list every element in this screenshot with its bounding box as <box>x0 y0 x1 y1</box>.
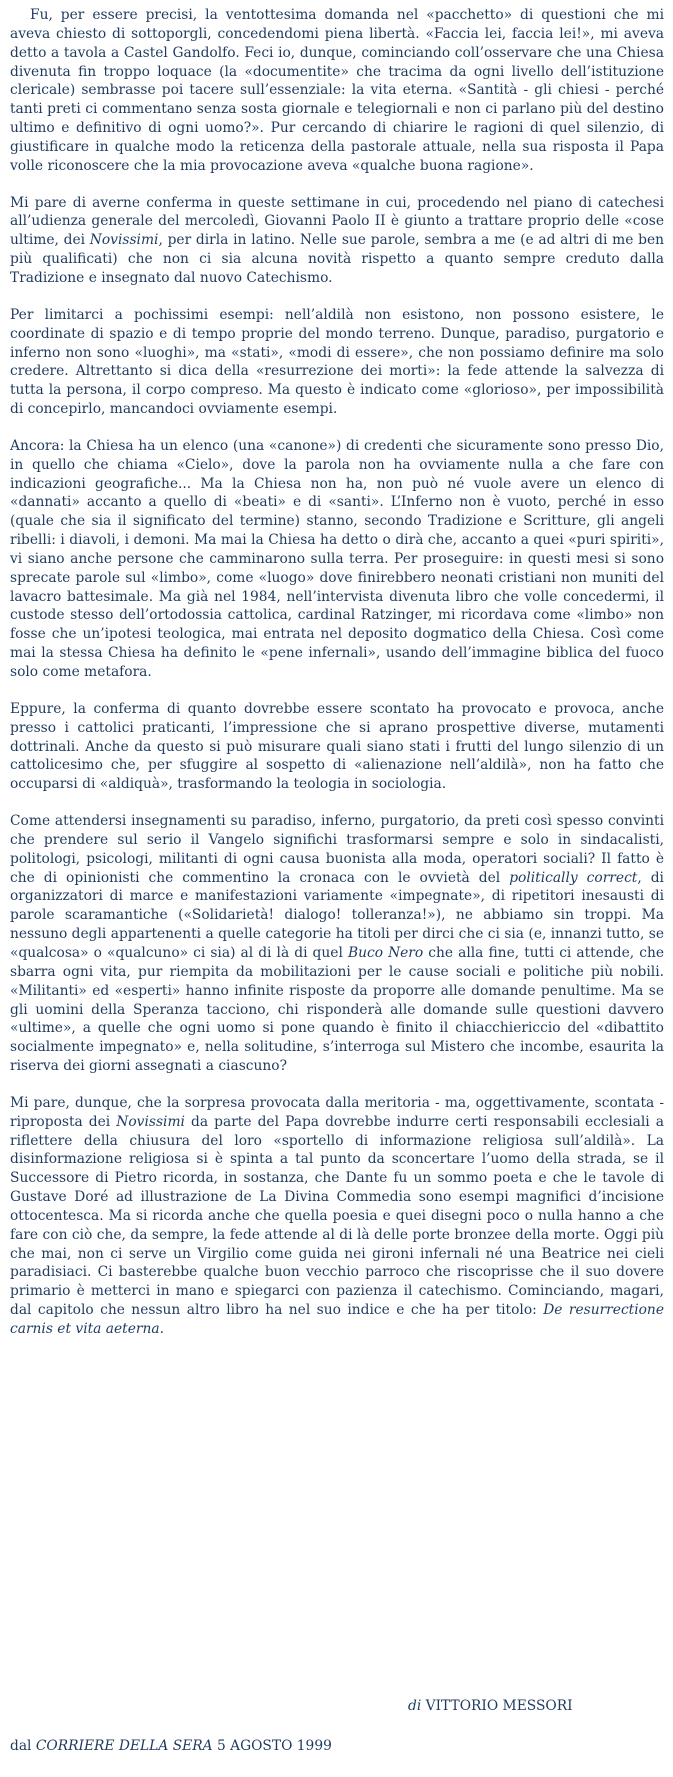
text-run: Eppure, la conferma di quanto dovrebbe essere scontato ha provocato e provoca, anche presso i cattolici praticanti, l’impressione che si aprano prospettive diverse, mutamenti dottrinali. Anche da questo si può misurare quali siano stati i frutti del lungo silenzio di un cattolicesimo che, per sfuggire al sospetto di «alienazione nell’aldilà», non ha fatto che occuparsi di «aldiquà», trasformando la teologia in sociologia. <box>10 700 664 793</box>
text-run: che alla fine, tutti ci attende, che sbarra ogni vita, pur riempita da mobilitazioni per le cause sociali e politiche più nobili. «Militanti» ed «esperti» hanno infinite risposte da proporre alle domande penultime. Ma se gli uomini della Speranza tacciono, chi risponderà alle domande sulle questioni davvero «ultime», a quelle che ogni uomo si pone quando è finito il chiacchiericcio del «dibattito socialmente impegnato» e, nella solitudine, s’interroga sul Mistero che incombe, esaurita la riserva dei giorni assegnati a ciascuno? <box>10 944 664 1075</box>
source-prefix: dal <box>10 1738 32 1754</box>
signature-prefix: di <box>408 1698 422 1714</box>
author-signature <box>408 1698 573 1714</box>
italic-text: Novissimi <box>89 232 159 249</box>
paragraph <box>10 1094 664 1339</box>
text-run: Fu, per essere precisi, la ventottesima domanda nel «pacchetto» di questioni che mi aveva chiesto di sottoporgli, concedendomi piena libertà. «Faccia lei, faccia lei!», mi aveva detto a tavola a Castel Gandolfo. Feci io, dunque, cominciando coll’osservare che una Chiesa divenuta fin troppo loquace (la «documentite» che tracima da ogni livello dell’istituzione clericale) sembrasse poi tacere sull’essenziale: la vita eterna. «Santità - gli chiesi - perché tanti preti ci commentano senza sosta giornale e telegiornali e non ci parlano più del destino ultimo e definitivo di ogni uomo?». Pur cercando di chiarire le ragioni di quel silenzio, di giustificare in qualche modo la reticenza della pastorale attuale, nella sua risposta il Papa volle riconoscere che la mia provocazione aveva «qualche buona ragione». <box>10 7 664 174</box>
newspaper-name: CORRIERE DELLA SERA <box>35 1738 213 1754</box>
paragraph <box>10 6 664 176</box>
text-run: Mi pare di averne conferma in queste settimane in cui, procedendo nel piano di catechesi all’udienza generale del mercoledì, Giovanni Paolo II è giunto a trattare proprio delle «cose ultime, dei <box>10 194 664 249</box>
source-line <box>10 1738 332 1754</box>
text-run: . <box>159 1321 164 1337</box>
paragraph <box>10 437 664 682</box>
italic-text: Buco Nero <box>347 944 424 961</box>
italic-text: De resurrectione carnis et vita aeterna <box>10 1302 664 1337</box>
text-run: da parte del Papa dovrebbe indurre certi responsabili ecclesiali a riflettere della chiusura del loro «sportello di informazione religiosa sull’aldilà». La disinformazione religiosa si è spinta a tal punto da sconcertare l’uomo della strada, se il Successore di Pietro ricorda, in sostanza, che Dante fu un sommo poeta e che le tavole di Gustave Doré ad illustrazione de La Divina Commedia sono esempi magnifici d’incisione ottocentesca. Ma si ricorda anche che quella poesia e quei disegni poco o nulla hanno a che fare con ciò che, da sempre, la fede attende al di là delle porte bronzee della morte. Oggi più che mai, non ci serve un Virgilio come guida nei gironi infernali né una Beatrice nei cieli paradisiaci. Ci basterebbe qualche buon vecchio parroco che riscoprisse che il suo dovere primario è metterci in mano e spiegarci con pazienza il catechismo. Cominciando, magari, dal capitolo che nessun altro libro ha nel suo indice e che ha per titolo: <box>10 1113 664 1319</box>
italic-text: Novissimi <box>116 1113 185 1130</box>
paragraph <box>10 700 664 794</box>
publication-date: 5 AGOSTO 1999 <box>216 1738 332 1754</box>
text-run: Per limitarci a pochissimi esempi: nell’aldilà non esistono, non possono esistere, le coordinate di spazio e di tempo proprie del mondo terreno. Dunque, paradiso, purgatorio e inferno non sono «luoghi», ma «stati», «modi di essere», che non possiamo definire ma solo credere. Altrettanto si dica della «resurrezione dei morti»: la fede attende la salvezza di tutta la persona, il corpo compreso. Ma questo è indicato come «glorioso», per impossibilità di concepirlo, mancandoci ovviamente esempi. <box>10 306 664 418</box>
text-run: , di organizzatori di marce e manifestazioni variamente «impegnate», di ripetitori inesausti di parole scaramantiche («Solidarietà! dialogo! tolleranza!»), ne abbiamo sin troppi. Ma nessuno degli appartenenti a quelle categorie ha titoli per dirci che ci sia (e, innanzi tutto, se «qualcosa» o «qualcuno» ci sia) al di là di quel <box>10 869 664 961</box>
paragraph <box>10 306 664 419</box>
article-body <box>10 6 664 1339</box>
text-run: Ancora: la Chiesa ha un elenco (una «canone») di credenti che sicuramente sono presso Dio, in quello che chiama «Cielo», dove la parola non ha ovviamente nulla a che fare con indicazioni geografiche... Ma la Chiesa non ha, non può né vuole avere un elenco di «dannati» accanto a quello di «beati» e di «santi». L’Inferno non è vuoto, perché in esso (quale che sia il significato del termine) stanno, secondo Tradizione e Scritture, gli angeli ribelli: i diavoli, i demoni. Ma mai la Chiesa ha detto o dirà che, accanto a quei «puri spiriti», vi siano anche persone che camminarono sulla terra. Per proseguire: in questi mesi si sono sprecate parole sul «limbo», come «luogo» dove finirebbero neonati cristiani non muniti del lavacro battesimale. Ma già nel 1984, nell’intervista divenuta libro che volle concedermi, il custode stesso dell’ortodossia cattolica, cardinal Ratzinger, mi ricordava come «limbo» non fosse che un’ipotesi teologica, mai entrata nel deposito dogmatico della Chiesa. Così come mai la stessa Chiesa ha definito le «pene infernali», usando dell’immagine biblica del fuoco solo come metafora. <box>10 437 664 680</box>
italic-text: politically correct <box>509 869 638 886</box>
text-run: Come attendersi insegnamenti su paradiso, inferno, purgatorio, da preti così spesso convinti che prendere sul serio il Vangelo significhi trasformarsi sempre e solo in sindacalisti, politologi, psicologi, militanti di ogni causa buonista alla moda, operatori sociali? Il fatto è che di opinionisti che commentino la cronaca con le ovvietà del <box>10 813 664 886</box>
text-run: , per dirla in latino. Nelle sue parole, sembra a me (e ad altri di me ben più qualificati) che non ci sia alcuna novità rispetto a quanto sempre creduto dalla Tradizione e insegnato dal nuovo Catechismo. <box>10 232 664 286</box>
paragraph <box>10 194 664 288</box>
author-name: VITTORIO MESSORI <box>425 1698 573 1714</box>
text-run: Mi pare, dunque, che la sorpresa provocata dalla meritoria - ma, oggettivamente, scontata - riproposta dei <box>10 1094 664 1130</box>
paragraph <box>10 812 664 1076</box>
